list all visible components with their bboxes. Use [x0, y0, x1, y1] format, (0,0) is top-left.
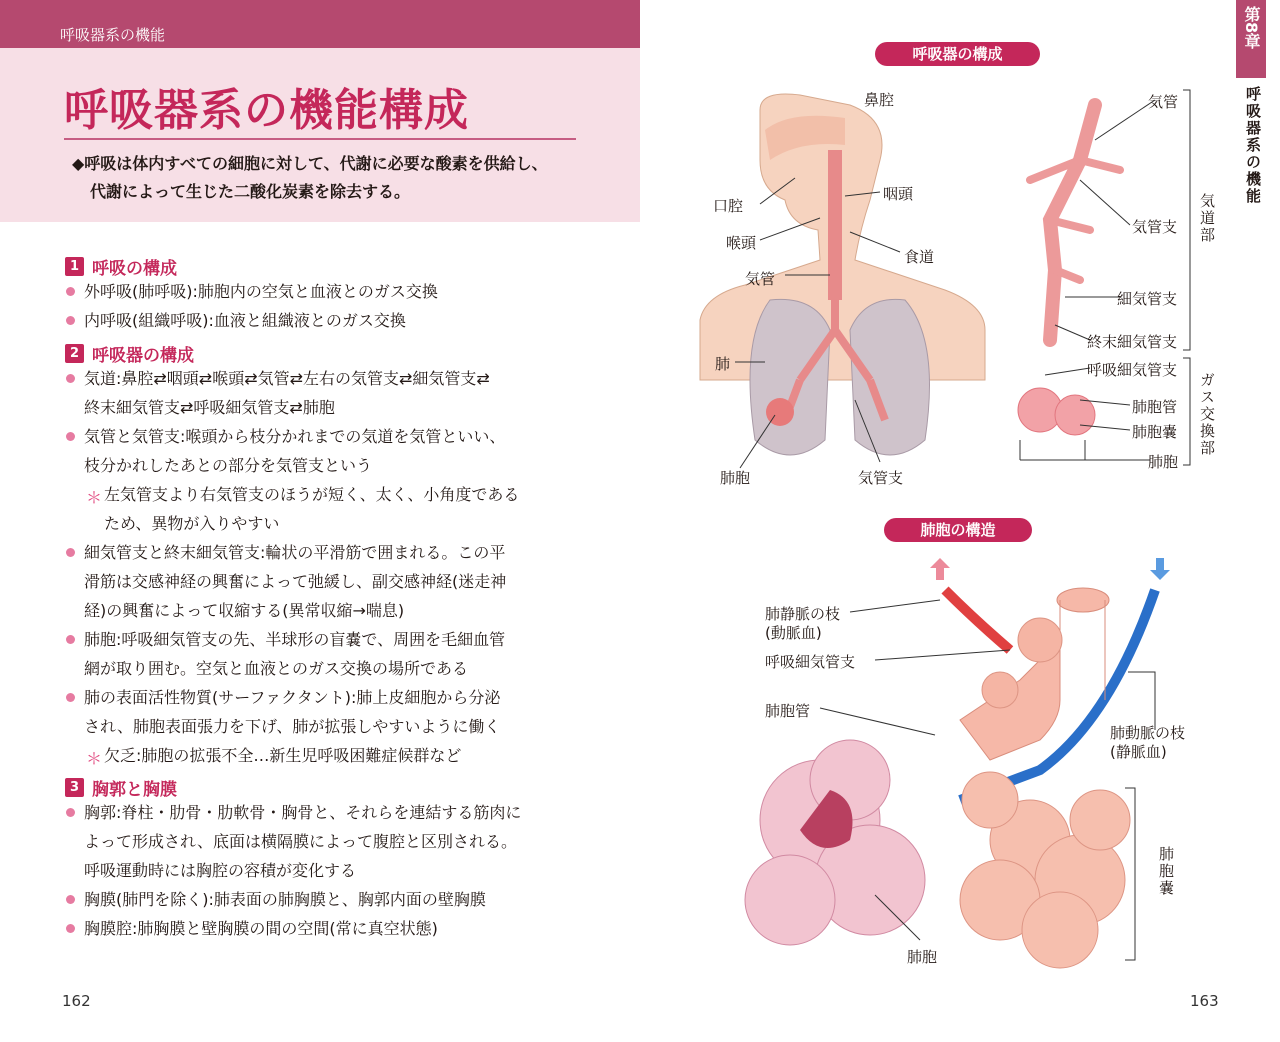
section-number: 3 [65, 778, 84, 797]
section-number: 1 [65, 257, 84, 276]
body-line: 肺の表面活性物質(サーファクタント):肺上皮細胞から分泌 [84, 688, 501, 707]
section-number: 2 [65, 344, 84, 363]
body-line: 内呼吸(組織呼吸):血液と組織液とのガス交換 [84, 311, 406, 330]
chapter-vertical-title: 呼吸器系の機能 [1244, 86, 1262, 205]
asterisk-icon: ＊ [86, 488, 103, 507]
chapter-label: 第8章 [1242, 6, 1261, 50]
body-line: 滑筋は交感神経の興奮によって弛緩し、副交感神経(迷走神 [84, 572, 507, 591]
down-arrow-icon [1150, 558, 1170, 580]
up-arrow-icon [930, 558, 950, 580]
label-alveolus-right: 肺胞 [1148, 453, 1179, 471]
label-larynx: 喉頭 [726, 234, 757, 252]
label-lung: 肺 [715, 355, 731, 373]
right-lung-shape [850, 299, 930, 455]
label-alveolar-duct-2: 肺胞管 [765, 702, 811, 720]
body-line: 枝分かれしたあとの部分を気管支という [84, 456, 373, 475]
section-title: 呼吸の構成 [92, 259, 177, 279]
body-line: 胸膜(肺門を除く):肺表面の肺胸膜と、胸郭内面の壁胸膜 [84, 890, 486, 909]
label-respiratory-bronchiole-2: 呼吸細気管支 [765, 653, 856, 671]
page-title: 呼吸器系の機能構成 [64, 85, 469, 136]
body-line: 細気管支と終末細気管支:輪状の平滑筋で囲まれる。この平 [84, 543, 506, 562]
header-label: 呼吸器系の機能 [60, 26, 166, 44]
body-line: 網が取り囲む。空気と血液とのガス交換の場所である [84, 659, 469, 678]
label-pharynx: 咽頭 [883, 185, 914, 203]
page-number: 163 [1190, 992, 1219, 1010]
body-line: 胸郭:脊柱・肋骨・肋軟骨・胸骨と、それらを連結する筋肉に [84, 803, 522, 822]
body-line: 気道:鼻腔⇄咽頭⇄喉頭⇄気管⇄左右の気管支⇄細気管支⇄ [84, 369, 490, 388]
figure-title: 肺胞の構造 [884, 518, 1032, 542]
label-nasal-cavity: 鼻腔 [864, 91, 895, 109]
figure-title: 呼吸器の構成 [875, 42, 1040, 66]
bronchial-tree-figure [1018, 105, 1120, 435]
label-alveolar-duct: 肺胞管 [1132, 398, 1178, 416]
bracket-label-gas-exchange: ガス交換部 [1198, 372, 1216, 457]
body-line: 気管と気管支:喉頭から枝分かれまでの気道を気管といい、 [84, 427, 506, 446]
label-trachea: 気管 [745, 270, 776, 288]
label-pulmonary-vein-note: (動脈血) [765, 624, 822, 642]
body-line: され、肺胞表面張力を下げ、肺が拡張しやすいように働く [84, 717, 501, 736]
label-pulmonary-artery-note: (静脈血) [1110, 743, 1167, 761]
label-alveolus: 肺胞 [720, 469, 751, 487]
body-line: 胸膜腔:肺胸膜と壁胸膜の間の空間(常に真空状態) [84, 919, 438, 938]
body-line: 左気管支より右気管支のほうが短く、太く、小角度である [104, 485, 520, 504]
label-bronchiole: 細気管支 [1117, 290, 1178, 308]
body-line: 呼吸運動時には胸腔の容積が変化する [84, 861, 357, 880]
section-title: 呼吸器の構成 [92, 346, 194, 366]
label-respiratory-bronchiole: 呼吸細気管支 [1087, 361, 1178, 379]
label-terminal-bronchiole: 終末細気管支 [1087, 333, 1178, 351]
label-bronchus-right: 気管支 [1132, 218, 1178, 236]
body-line: 欠乏:肺胞の拡張不全…新生児呼吸困難症候群など [104, 746, 462, 765]
label-oral-cavity: 口腔 [713, 197, 744, 215]
label-alveolar-sac-2: 肺胞嚢 [1157, 846, 1175, 897]
body-line: ため、異物が入りやすい [104, 514, 280, 533]
label-pulmonary-artery: 肺動脈の枝 [1110, 724, 1186, 742]
page-number: 162 [62, 992, 91, 1010]
body-line: 肺胞:呼吸細気管支の先、半球形の盲嚢で、周囲を毛細血管 [84, 630, 506, 649]
label-esophagus: 食道 [904, 248, 935, 266]
summary-line: ◆呼吸は体内すべての細胞に対して、代謝に必要な酸素を供給し、 [72, 154, 548, 173]
body-line: 経)の興奮によって収縮する(異常収縮→喘息) [84, 601, 405, 620]
asterisk-icon: ＊ [86, 749, 103, 768]
label-trachea-right: 気管 [1148, 93, 1179, 111]
bracket-label-airway: 気道部 [1198, 193, 1216, 244]
label-bronchus: 気管支 [858, 469, 904, 487]
section-title: 胸郭と胸膜 [92, 780, 177, 800]
summary-line: 代謝によって生じた二酸化炭素を除去する。 [90, 182, 411, 201]
label-alveolus-2: 肺胞 [907, 948, 938, 966]
label-alveolar-sac: 肺胞嚢 [1132, 423, 1178, 441]
body-line: 外呼吸(肺呼吸):肺胞内の空気と血液とのガス交換 [84, 282, 438, 301]
left-lung-shape [750, 299, 830, 455]
respiratory-system-figure [700, 94, 985, 455]
body-line: 終末細気管支⇄呼吸細気管支⇄肺胞 [84, 398, 335, 417]
label-pulmonary-vein: 肺静脈の枝 [765, 605, 841, 623]
body-line: よって形成され、底面は横隔膜によって腹腔と区別される。 [84, 832, 517, 851]
